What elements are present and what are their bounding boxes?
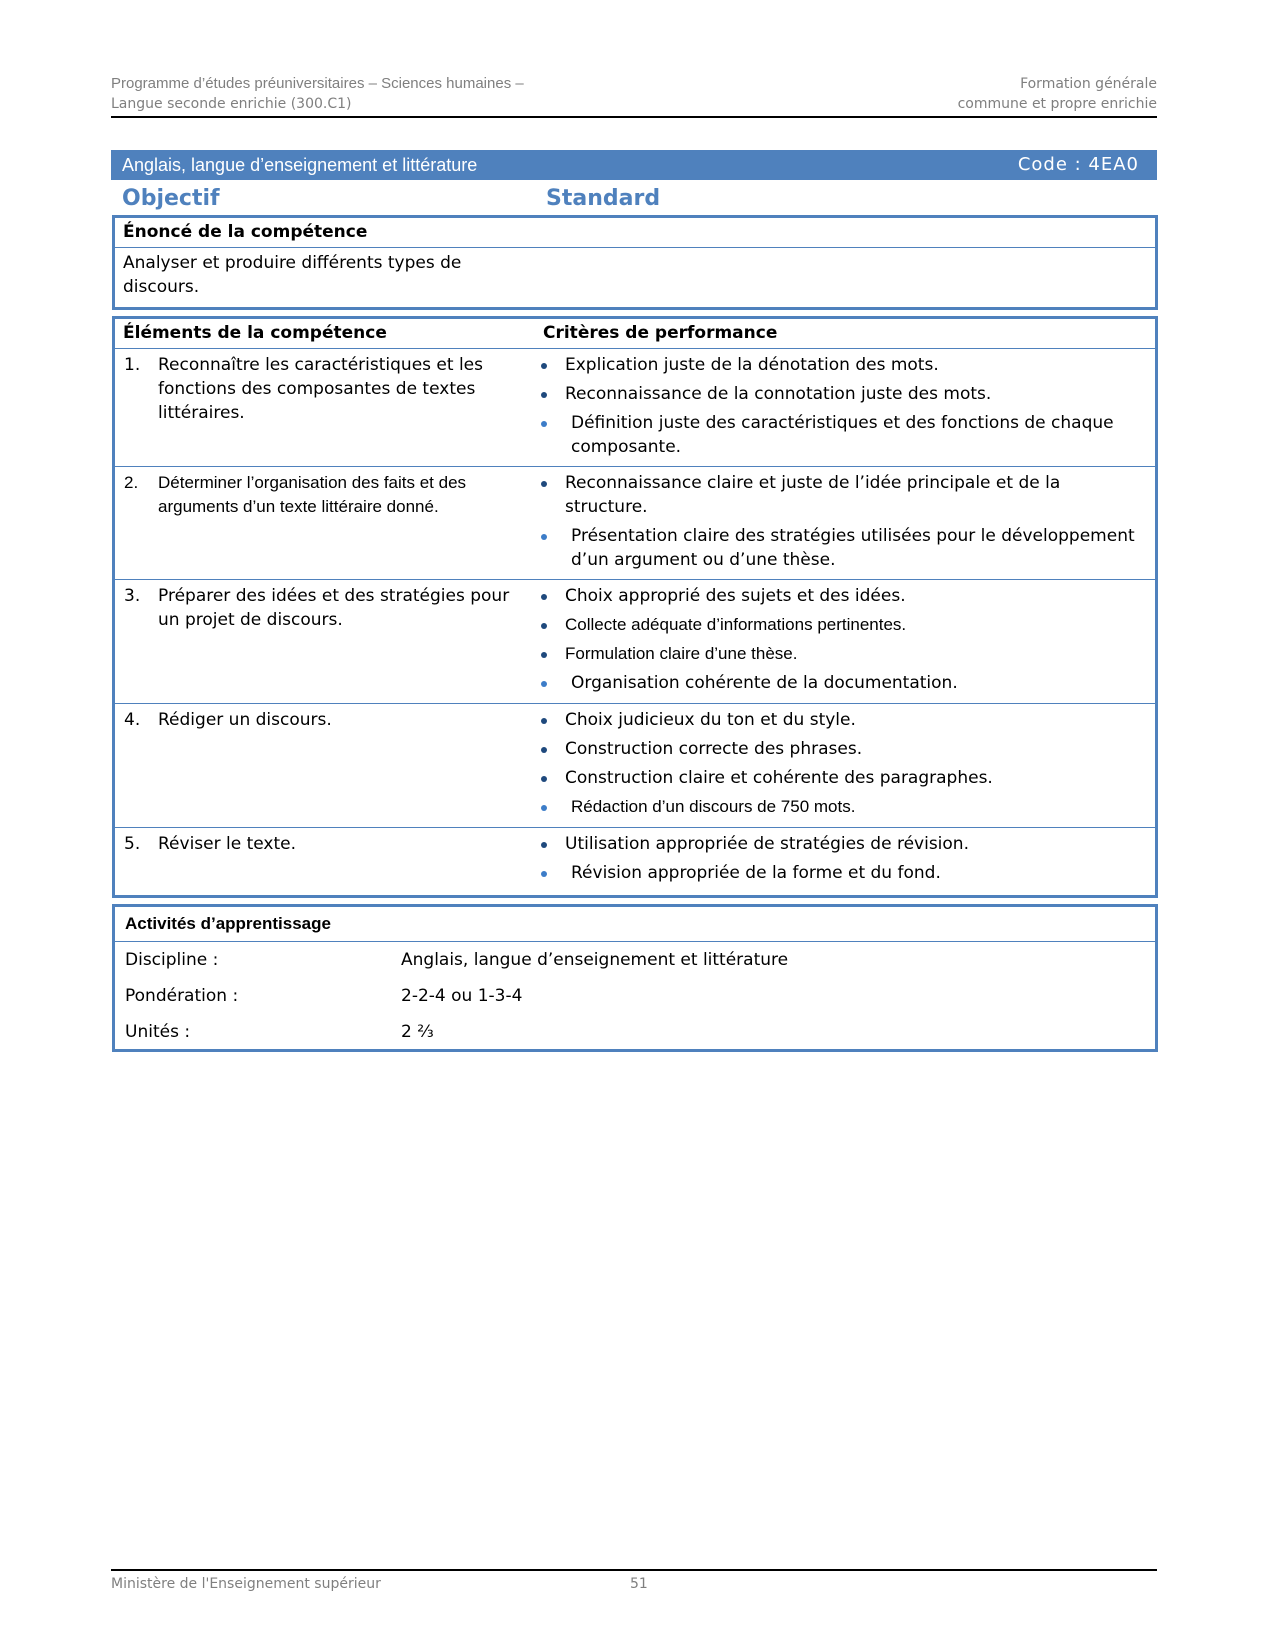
- bullet-icon: [541, 652, 547, 658]
- criterion-text: Reconnaissance de la connotation juste des mots.: [565, 384, 992, 404]
- bullet-icon: [541, 392, 547, 398]
- list-item: [535, 471, 1135, 519]
- criteria-heading: Critères de performance: [543, 323, 778, 343]
- footer-divider: [111, 1569, 1157, 1571]
- criterion-text: Construction correcte des phrases.: [565, 739, 863, 759]
- element-number: 1.: [124, 355, 141, 375]
- element-cell: [124, 708, 519, 732]
- bullet-icon: [541, 421, 547, 427]
- objectif-heading: Objectif: [122, 186, 220, 211]
- table-row: [115, 828, 1155, 894]
- activity-label: Discipline :: [125, 950, 219, 970]
- activity-row-discipline: [115, 942, 1155, 978]
- header-right-line2: commune et propre enrichie: [957, 96, 1157, 112]
- list-item: [535, 737, 1135, 761]
- list-item: [535, 613, 1135, 637]
- criterion-text: Choix approprié des sujets et des idées.: [565, 586, 906, 606]
- table-row: [115, 704, 1155, 828]
- list-item: [535, 353, 1135, 377]
- elements-heading: Éléments de la compétence: [123, 323, 387, 343]
- list-item: [535, 861, 1135, 885]
- criterion-text: Présentation claire des stratégies utilisées pour le développement d’un argument ou d’une thèse.: [571, 526, 1135, 570]
- enonce-text-line1: Analyser et produire différents types de: [123, 253, 462, 273]
- table-row: [115, 467, 1155, 580]
- element-text: Préparer des idées et des stratégies pour un projet de discours.: [158, 586, 510, 630]
- element-number: 4.: [124, 710, 141, 730]
- activity-row-ponderation: [115, 978, 1155, 1014]
- activity-row-unites: [115, 1014, 1155, 1050]
- element-cell: [124, 584, 519, 632]
- list-item: [535, 671, 1135, 695]
- element-text: Reconnaître les caractéristiques et les fonctions des composantes de textes littéraires.: [158, 355, 483, 423]
- criteria-list: [535, 353, 1135, 464]
- elements-table-header: [115, 319, 1155, 349]
- course-code: Code : 4EA0: [1017, 154, 1139, 175]
- criteria-list: [535, 832, 1135, 890]
- elements-table: [112, 316, 1158, 898]
- criterion-text: Utilisation appropriée de stratégies de révision.: [565, 834, 969, 854]
- header-left-line2: Langue seconde enrichie (300.C1): [111, 96, 352, 112]
- activities-heading: Activités d’apprentissage: [115, 907, 1155, 942]
- header-right-line1: Formation générale: [1020, 76, 1157, 92]
- bullet-icon: [541, 747, 547, 753]
- bullet-icon: [541, 842, 547, 848]
- page-number: 51: [630, 1576, 648, 1592]
- criterion-text: Construction claire et cohérente des paragraphes.: [565, 768, 993, 788]
- element-text: Déterminer l’organisation des faits et des arguments d’un texte littéraire donné.: [158, 473, 467, 516]
- criterion-text: Révision appropriée de la forme et du fond.: [571, 863, 941, 883]
- activities-box: [112, 904, 1158, 1052]
- list-item: [535, 766, 1135, 790]
- element-cell: [124, 353, 519, 425]
- criterion-text: Explication juste de la dénotation des mots.: [565, 355, 939, 375]
- bullet-icon: [541, 363, 547, 369]
- course-title: Anglais, langue d’enseignement et littérature: [122, 155, 478, 175]
- bullet-icon: [541, 534, 547, 540]
- list-item: [535, 832, 1135, 856]
- criterion-text: Reconnaissance claire et juste de l’idée principale et de la structure.: [565, 473, 1061, 517]
- enonce-text: [115, 248, 1155, 302]
- list-item: [535, 642, 1135, 666]
- enonce-box: [112, 215, 1158, 310]
- element-text: Rédiger un discours.: [158, 710, 332, 730]
- list-item: [535, 524, 1135, 572]
- page-header: [111, 74, 1157, 118]
- criterion-text: Collecte adéquate d’informations pertinentes.: [565, 615, 907, 634]
- element-number: 5.: [124, 834, 141, 854]
- list-item: [535, 708, 1135, 732]
- footer-ministry: Ministère de l'Enseignement supérieur: [111, 1576, 381, 1592]
- list-item: [535, 382, 1135, 406]
- criteria-list: [535, 708, 1135, 824]
- criterion-text: Formulation claire d’une thèse.: [565, 644, 798, 663]
- bullet-icon: [541, 481, 547, 487]
- activity-value: 2 ⅔: [401, 1022, 434, 1042]
- bullet-icon: [541, 805, 547, 811]
- element-number: 2.: [124, 473, 139, 492]
- course-title-bar: [111, 150, 1157, 180]
- bullet-icon: [541, 594, 547, 600]
- criterion-text: Organisation cohérente de la documentation.: [571, 673, 958, 693]
- bullet-icon: [541, 776, 547, 782]
- element-number: 3.: [124, 586, 141, 606]
- criterion-text: Choix judicieux du ton et du style.: [565, 710, 856, 730]
- header-left-line1: Programme d’études préuniversitaires – Sciences humaines –: [111, 75, 524, 92]
- criterion-text: Définition juste des caractéristiques et des fonctions de chaque composante.: [571, 413, 1114, 457]
- criterion-text: Rédaction d’un discours de 750 mots.: [571, 797, 856, 816]
- table-row: [115, 580, 1155, 704]
- enonce-heading: Énoncé de la compétence: [115, 218, 1155, 248]
- standard-heading: Standard: [546, 186, 661, 211]
- activity-value: Anglais, langue d’enseignement et littérature: [401, 950, 789, 970]
- element-cell: [124, 832, 519, 856]
- criteria-list: [535, 471, 1135, 577]
- list-item: [535, 795, 1135, 819]
- bullet-icon: [541, 871, 547, 877]
- header-formation: [958, 74, 1157, 114]
- bullet-icon: [541, 681, 547, 687]
- activity-label: Pondération :: [125, 986, 239, 1006]
- activity-label: Unités :: [125, 1022, 191, 1042]
- list-item: [535, 584, 1135, 608]
- bullet-icon: [541, 623, 547, 629]
- element-cell: [124, 471, 519, 519]
- bullet-icon: [541, 718, 547, 724]
- activity-value: 2-2-4 ou 1-3-4: [401, 986, 523, 1006]
- header-program-title: [111, 74, 524, 114]
- list-item: [535, 411, 1135, 459]
- criteria-list: [535, 584, 1135, 700]
- enonce-text-line2: discours.: [123, 277, 200, 297]
- table-row: [115, 349, 1155, 467]
- element-text: Réviser le texte.: [158, 834, 297, 854]
